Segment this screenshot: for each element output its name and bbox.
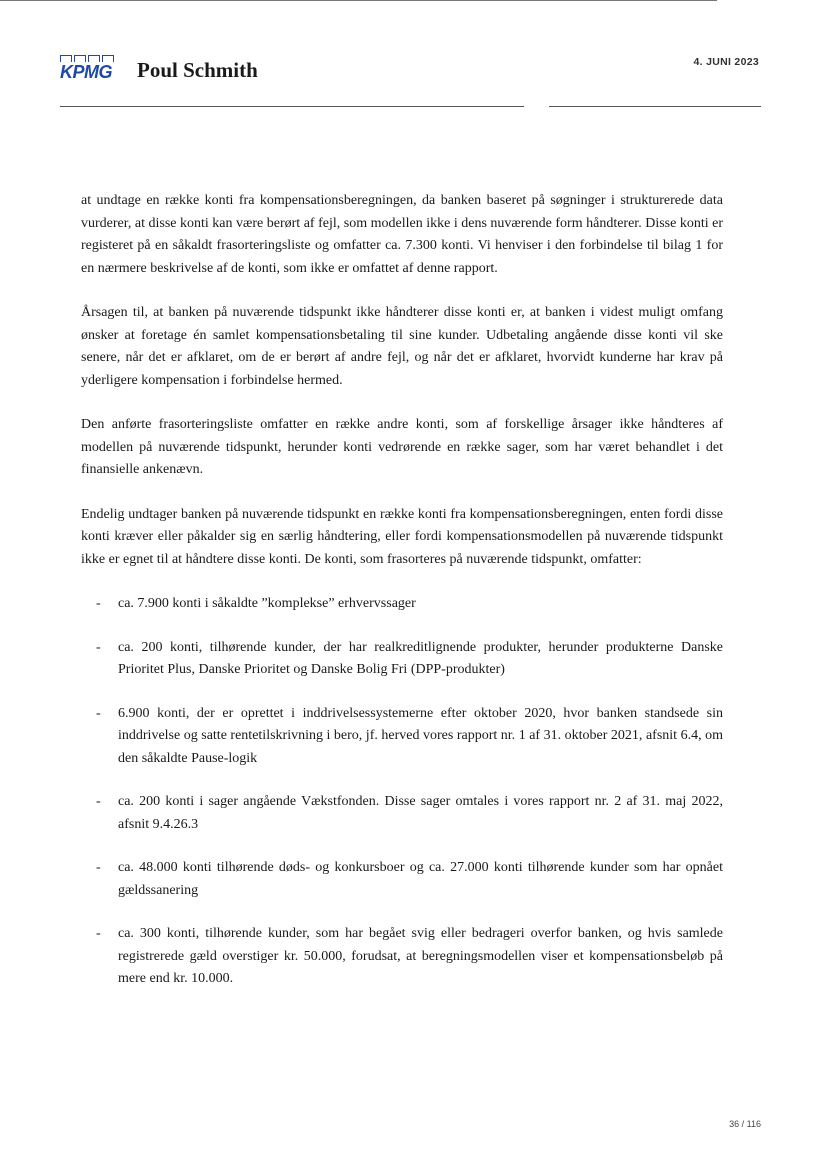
bullet-dash: - — [96, 860, 101, 875]
paragraph: Årsagen til, at banken på nuværende tidspunkt ikke håndterer disse konti er, at banken i videst muligt omfang ønsker at foretage én samlet kompensationsbetaling til sine kunder. Udbetaling angående disse konti vil ske senere, når det er afklaret, om de er berørt af andre fejl, og når det er afklaret, hvorvidt kunderne har krav på yderligere kompensation i forbindelse hermed. — [81, 305, 723, 388]
list-item-text: ca. 200 konti, tilhørende kunder, der har realkreditlignende produkter, herunder produkterne Danske Prioritet Plus, Danske Prioritet og Danske Bolig Fri (DPP-produkter) — [118, 639, 723, 677]
list-item — [81, 703, 723, 771]
list-item-text: ca. 300 konti, tilhørende kunder, som har begået svig eller bedrageri overfor banken, og hvis samlede registrerede gæld overstiger kr. 50.000, forudsat, at beregningsmodellen viser et kompensationsbeløb på mere end kr. 10.000. — [118, 926, 723, 986]
bullet-dash: - — [96, 639, 101, 655]
list-item — [81, 791, 723, 836]
page-header — [0, 0, 827, 120]
header-rule-right — [549, 106, 761, 107]
list-item — [81, 923, 723, 991]
list-item-text: ca. 48.000 konti tilhørende døds- og konkursboer og ca. 27.000 konti tilhørende kunder som har opnået gældssanering — [118, 860, 723, 898]
list-item-text: ca. 200 konti i sager angående Vækstfonden. Disse sager omtales i vores rapport nr. 2 af 31. maj 2022, afsnit 9.4.26.3 — [118, 794, 723, 832]
paragraph: Den anførte frasorteringsliste omfatter en række andre konti, som af forskellige årsager ikke håndteres af modellen på nuværende tidspunkt, herunder konti vedrørende en række sager, som har været behandlet i det finansielle ankenævn. — [81, 417, 723, 477]
bullet-dash: - — [96, 794, 101, 809]
paragraph: at undtage en række konti fra kompensationsberegningen, da banken baseret på søgninger i strukturerede data vurderer, at disse konti kan være berørt af fejl, som modellen ikke i dens nuværende form håndterer. Disse konti er registeret på en såkaldt frasorteringsliste og omfatter ca. 7.300 konti. Vi henviser i den forbindelse til bilag 1 for en nærmere beskrivelse af de konti, som ikke er omfattet af denne rapport. — [81, 193, 723, 276]
kpmg-logo-boxes — [60, 55, 114, 62]
list-item — [81, 857, 723, 902]
bullet-dash: - — [96, 596, 101, 611]
company-name: Poul Schmith — [137, 58, 258, 82]
header-rule-left — [60, 106, 524, 107]
document-body — [81, 190, 723, 1012]
paragraph: Endelig undtager banken på nuværende tidspunkt en række konti fra kompensationsberegningen, enten fordi disse konti kræver eller påkalder sig en særlig håndtering, eller fordi kompensationsmodellen på nuværende tidspunkt ikke er egnet til at håndtere disse konti. De konti, som frasorteres på nuværende tidspunkt, omfatter: — [81, 506, 723, 567]
list-item — [81, 593, 723, 616]
document-date: 4. JUNI 2023 — [693, 56, 759, 68]
list-item — [81, 637, 723, 682]
list-item-text: ca. 7.900 konti i såkaldte ”komplekse” erhvervssager — [118, 596, 416, 611]
bullet-dash: - — [96, 926, 101, 941]
list-item-text: 6.900 konti, der er oprettet i inddrivelsessystemerne efter oktober 2020, hvor banken standsede sin inddrivelse og satte rentetilskrivning i bero, jf. herved vores rapport nr. 1 af 31. oktober 2021, afsnit 6.4, om den såkaldte Pause-logik — [118, 705, 723, 766]
bullet-dash: - — [96, 705, 101, 721]
kpmg-logo-text: KPMG — [60, 62, 112, 82]
excluded-accounts-list — [81, 593, 723, 991]
page-number: 36 / 116 — [729, 1119, 761, 1129]
kpmg-logo — [60, 55, 120, 83]
